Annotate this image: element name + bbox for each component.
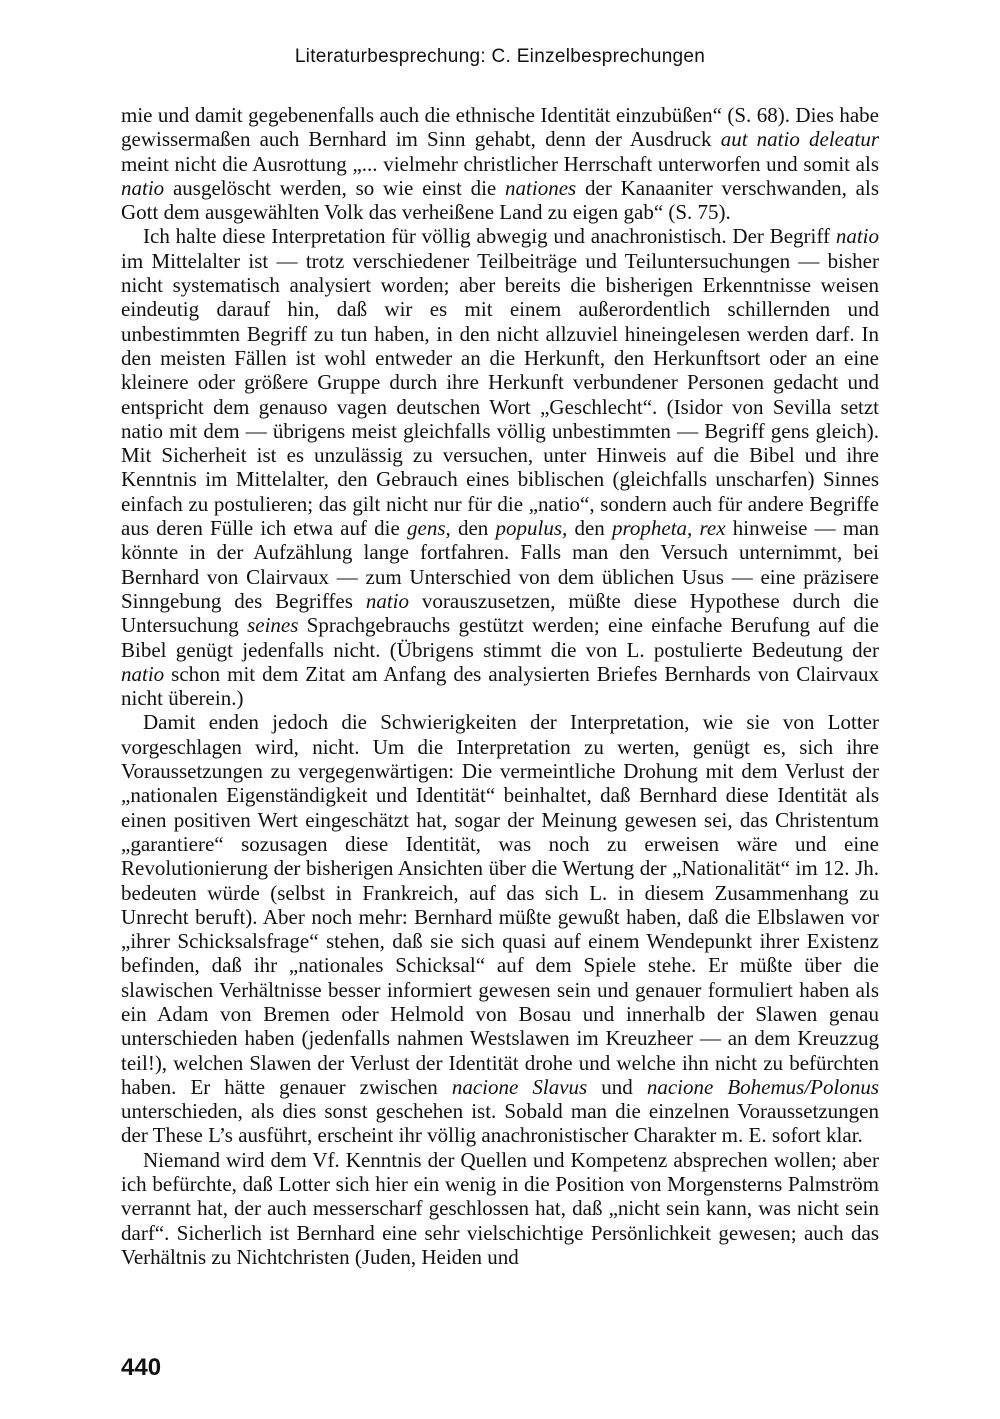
text-run: mie und damit gegebenenfalls auch die ethnische Identität einzubüßen“ (S. 68). Dies habe gewissermaßen auch Bernhard im Sinn gehabt, denn der Ausdruck [121, 103, 879, 152]
paragraph [121, 224, 879, 710]
italic-text: natio [365, 588, 410, 613]
italic-text: natio [121, 175, 165, 200]
italic-text: populus, [495, 516, 568, 541]
text-run: Ich halte diese Interpretation für völlig abwegig und anachronistisch. Der Begriff [143, 224, 836, 249]
text-run: vorauszusetzen, müßte diese Hypothese durch die Untersuchung [121, 588, 879, 638]
text-run: den [567, 516, 612, 541]
italic-text: seines [247, 613, 299, 638]
italic-text: nationes [505, 175, 577, 200]
text-run: ausgelöscht werden, so wie einst die [164, 175, 506, 200]
body-text [121, 103, 879, 1269]
page-number: 440 [121, 1354, 162, 1381]
italic-text: nacione Slavus [451, 1074, 588, 1099]
italic-text: aut natio deleatur [720, 127, 879, 152]
text-run: meint nicht die Ausrottung „... vielmehr christlicher Herrschaft unterworfen und somit als [121, 151, 879, 176]
paragraph [121, 103, 879, 224]
running-header: Literaturbesprechung: C. Einzelbesprechungen [294, 46, 706, 67]
italic-text: gens, [407, 516, 451, 541]
text-run: der Kanaaniter verschwanden, als Gott dem ausgewählten Volk das verheißene Land zu eigen gab“ (S. 75). [121, 175, 879, 225]
italic-text: natio [835, 224, 879, 249]
text-run: und [587, 1074, 647, 1099]
paragraph [121, 1148, 879, 1269]
text-run: den [450, 516, 496, 541]
text-run: Sprachgebrauchs gestützt werden; eine einfache Berufung auf die Bibel genügt jedenfalls nicht. (Übrigens stimmt die von L. postulierte Bedeutung der [121, 613, 880, 662]
italic-text: natio [121, 661, 165, 686]
paragraph [121, 710, 879, 1147]
text-run: Niemand wird dem Vf. Kenntnis der Quellen und Kompetenz absprechen wollen; aber ich befürchte, daß Lotter sich hier ein wenig in die Position von Morgensterns Palmström verrannt hat, der auch messerscharf geschlossen hat, daß „nicht sein kann, was nicht sein darf“. Sicherlich ist Bernhard eine sehr vielschichtige Persönlichkeit gewesen; auch das Verhältnis zu Nichtchristen (Juden, Heiden und [121, 1147, 879, 1269]
text-run: unterschieden, als dies sonst geschehen ist. Sobald man die einzelnen Voraussetzungen der These L’s ausführt, erscheint ihr völlig anachronistischer Charakter m. E. sofort klar. [121, 1099, 879, 1148]
italic-text: propheta, rex [612, 516, 726, 541]
text-run: schon mit dem Zitat am Anfang des analysierten Briefes Bernhards von Clairvaux nicht überein.) [121, 661, 879, 711]
text-run: hinweise — man könnte in der Aufzählung lange fortfahren. Falls man den Versuch unternimmt, bei Bernhard von Clairvaux — zum Unterschied von dem üblichen Usus — eine präzisere Sinngebung des Begriffes [121, 516, 879, 613]
text-run: im Mittelalter ist — trotz verschiedener Teilbeiträge und Teiluntersuchungen — bisher nicht systematisch analysiert worden; aber bereits die bisherigen Erkenntnisse weisen eindeutig darauf hin, daß wir es mit einem außerordentlich schillernden und unbestimmten Begriff zu tun haben, in den nicht allzuviel hineingelesen werden darf. In den meisten Fällen ist wohl entweder an die Herkunft, den Herkunftsort oder an eine kleinere oder größere Gruppe durch ihre Herkunft verbundener Personen gedacht und entspricht dem genauso vagen deutschen Wort „Geschlecht“. (Isidor von Sevilla setzt natio mit dem — übrigens meist gleichfalls völlig unbestimmten — Begriff gens gleich). Mit Sicherheit ist es unzulässig zu versuchen, unter Hinweis auf die Bibel und ihre Kenntnis im Mittelalter, den Gebrauch eines biblischen (gleichfalls unscharfen) Sinnes einfach zu postulieren; das gilt nicht nur für die „natio“, sondern auch für andere Begriffe aus deren Fülle ich etwa auf die [121, 248, 879, 541]
italic-text: nacione Bohemus/Polonus [646, 1074, 879, 1099]
text-run: Damit enden jedoch die Schwierigkeiten der Interpretation, wie sie von Lotter vorgeschlagen wird, nicht. Um die Interpretation zu werten, genügt es, sich ihre Voraussetzungen zu vergegenwärtigen: Die vermeintliche Drohung mit dem Verlust der „nationalen Eigenständigkeit und Identität“ beinhaltet, daß Bernhard diese Identität als einen positiven Wert eingeschätzt hat, sogar der Meinung gewesen sei, das Christentum „garantiere“ sozusagen diese Identität, was noch zu erweisen wäre und eine Revolutionierung der bisherigen Ansichten über die Wertung der „Nationalität“ im 12. Jh. bedeuten würde (selbst in Frankreich, auf das sich L. in diesem Zusammenhang zu Unrecht beruft). Aber noch mehr: Bernhard müßte gewußt haben, daß die Elbslawen vor „ihrer Schicksalsfrage“ stehen, daß sie sich quasi auf einem Wendepunkt ihrer Existenz befinden, daß ihr „nationales Schicksal“ auf dem Spiele stehe. Er müßte über die slawischen Verhältnisse besser informiert gewesen sein und genauer formuliert haben als ein Adam von Bremen oder Helmold von Bosau und innerhalb der Slawen genau unterschieden haben (jedenfalls nahmen Westslawen im Kreuzheer — an dem Kreuzzug teil!), welchen Slawen der Verlust der Identität drohe und welche ihn nicht zu befürchten haben. Er hätte genauer zwischen [121, 710, 879, 1099]
